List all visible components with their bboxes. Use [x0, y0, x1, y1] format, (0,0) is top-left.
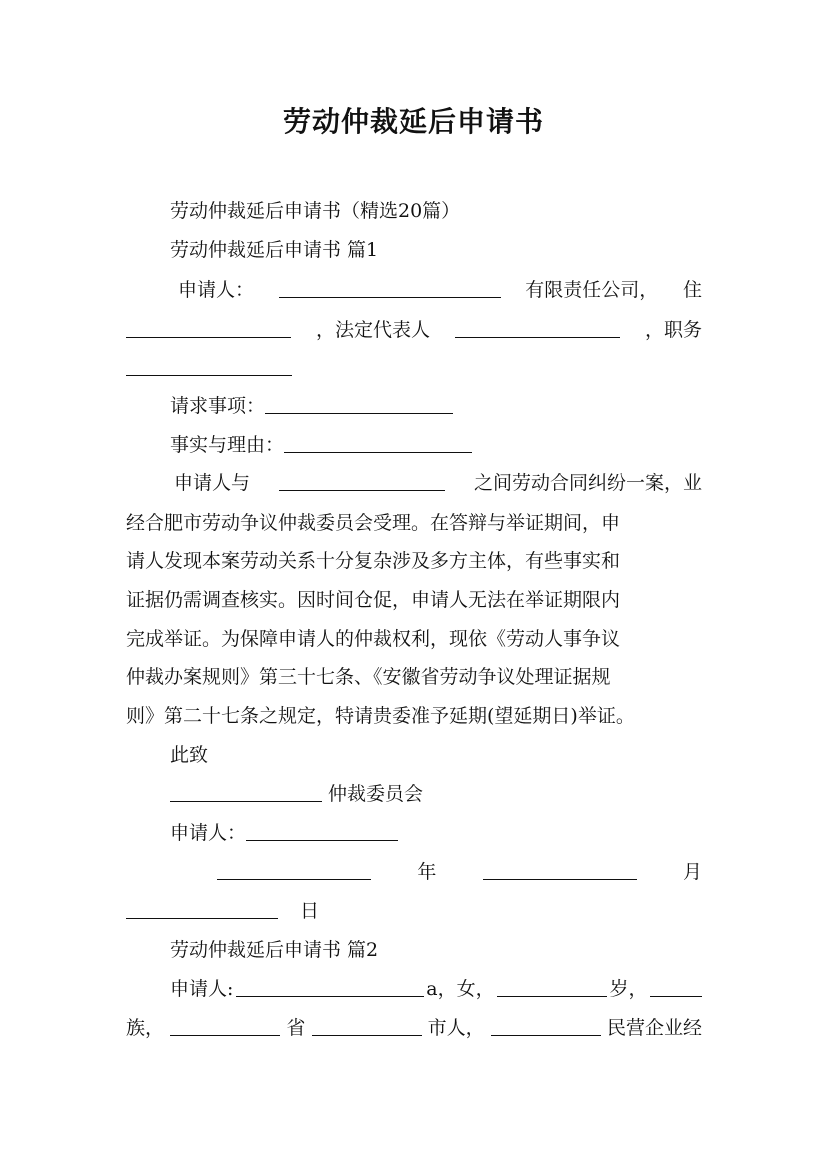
applicant-blank[interactable]: [279, 277, 501, 298]
request-blank[interactable]: [265, 393, 453, 414]
city-text: 市人，: [427, 1017, 485, 1039]
day-line: [126, 898, 319, 924]
legal-rep-label: ，法定代表人: [315, 319, 430, 341]
occupation-text: 民营企业经: [606, 1017, 702, 1039]
body-line: 请人发现本案劳动关系十分复杂涉及多方主体，有些事实和: [126, 550, 621, 572]
day-blank[interactable]: [126, 898, 278, 919]
position-blank[interactable]: [126, 355, 292, 376]
origin-line: [126, 1015, 702, 1041]
gender-text: a，女，: [426, 978, 495, 1000]
address-label: 住: [682, 279, 702, 301]
position-label: ，职务: [644, 319, 702, 341]
applicant-label: 申请人：: [178, 279, 255, 301]
age-text: 岁，: [609, 978, 648, 1000]
request-line: [170, 393, 453, 419]
body-rest: 之间劳动合同纠纷一案，业: [473, 472, 702, 494]
body-start: 申请人与: [174, 472, 251, 494]
closing: 此致: [170, 744, 209, 766]
legal-rep-line: [126, 317, 702, 343]
body-line: 完成举证。为保障申请人的仲裁权利，现依《劳动人事争议: [126, 628, 621, 650]
committee-blank[interactable]: [170, 781, 322, 802]
request-label: 请求事项：: [170, 395, 266, 417]
address-blank[interactable]: [126, 317, 291, 338]
section-heading-2: 劳动仲裁延后申请书 篇2: [170, 939, 379, 961]
applicant-label-2: 申请人:: [170, 978, 234, 1000]
document-title: 劳动仲裁延后申请书: [282, 105, 544, 138]
committee-line: [170, 781, 423, 807]
city-blank[interactable]: [312, 1015, 422, 1036]
body-line: 则》第二十七条之规定，特请贵委准予延期(望延期日)举证。: [126, 705, 635, 727]
day-label: 日: [300, 900, 320, 922]
ethnicity-text: 族，: [126, 1017, 165, 1039]
applicant-line-2: [170, 976, 702, 1002]
facts-blank[interactable]: [284, 432, 472, 453]
committee-label: 仲裁委员会: [328, 783, 424, 805]
province-blank[interactable]: [170, 1015, 280, 1036]
body-line: 证据仍需调查核实。因时间仓促，申请人无法在举证期限内: [126, 589, 621, 611]
facts-line: [170, 432, 472, 458]
applicant-line: [178, 277, 702, 303]
body-line: 仲裁办案规则》第三十七条、《安徽省劳动争议处理证据规: [126, 666, 611, 688]
year-label: 年: [417, 861, 437, 883]
occupation-blank[interactable]: [491, 1015, 601, 1036]
signature-blank[interactable]: [246, 820, 398, 841]
age-blank[interactable]: [497, 976, 607, 997]
name-blank[interactable]: [236, 976, 424, 997]
year-blank[interactable]: [217, 859, 371, 880]
month-blank[interactable]: [483, 859, 637, 880]
ethnicity-blank[interactable]: [650, 976, 702, 997]
counterparty-blank[interactable]: [279, 470, 445, 491]
province-text: 省: [286, 1017, 306, 1039]
legal-rep-blank[interactable]: [455, 317, 620, 338]
facts-label: 事实与理由：: [170, 434, 285, 456]
subtitle: 劳动仲裁延后申请书（精选20篇）: [170, 200, 461, 222]
company-suffix: 有限责任公司，: [525, 279, 659, 301]
signature-line: [170, 820, 398, 846]
position-line: [126, 355, 292, 381]
signature-label: 申请人：: [170, 822, 247, 844]
section-heading-1: 劳动仲裁延后申请书 篇1: [170, 239, 379, 261]
date-line: [217, 859, 702, 885]
month-label: 月: [682, 861, 702, 883]
body-line: 经合肥市劳动争议仲裁委员会受理。在答辩与举证期间，申: [126, 512, 621, 534]
body-first-line: [174, 470, 702, 496]
